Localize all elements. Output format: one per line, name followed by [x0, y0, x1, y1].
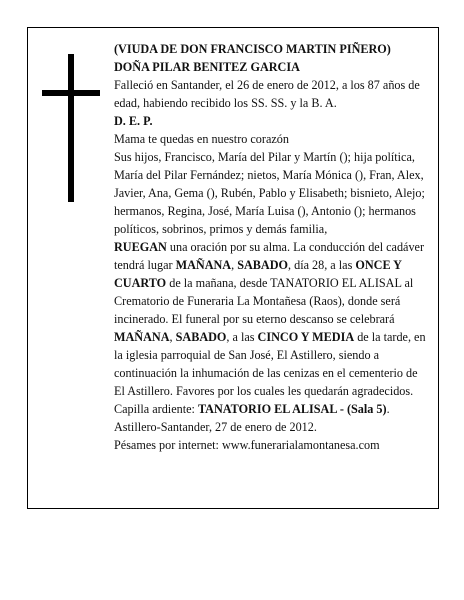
sabado-text: SABADO — [175, 330, 227, 344]
motto-line: Mama te quedas en nuestro corazón — [114, 132, 289, 146]
cross-icon — [42, 54, 104, 202]
ceremony-details: RUEGAN una oración por su alma. La conducción del cadáver tendrá lugar MAÑANA, SABADO, día 28, a las ONCE Y CUARTO de la mañana, desde TANATORIO EL ALISAL al Crematorio de Funeraria La Montañesa (Raos), donde será incinerado. El funeral por su eterno descanso se celebrará MAÑANA, SABADO, a las CINCO Y MEDIA de la tarde, en la iglesia parroquial de San José, El Astillero, siendo a continuación la inhumación de las cenizas en el cementerio de El Astillero. Favores por los cuales les quedarán agradecidos. Capilla ardiente: TANATORIO EL ALISAL - (Sala 5). — [114, 240, 426, 416]
cinco-y-media-text: CINCO Y MEDIA — [257, 330, 355, 344]
place-date: Astillero-Santander, 27 de enero de 2012. — [114, 420, 317, 434]
manana-text: MAÑANA — [114, 330, 170, 344]
sabado-text: SABADO — [237, 258, 288, 272]
ruegan-text: RUEGAN — [114, 240, 167, 254]
death-announcement: Falleció en Santander, el 26 de enero de 2012, a los 87 años de edad, habiendo recibido los SS. SS. y la B. A. — [114, 78, 420, 110]
tanatorio-text: TANATORIO EL ALISAL - (Sala 5) — [197, 402, 387, 416]
widow-line: (VIUDA DE DON FRANCISCO MARTIN PIÑERO) — [114, 42, 391, 56]
condolences-line: Pésames por internet: www.funerarialamontanesa.com — [114, 438, 380, 452]
manana-text: MAÑANA — [175, 258, 232, 272]
once-y-cuarto-text: ONCE Y CUARTO — [114, 258, 402, 290]
obituary-text — [114, 40, 428, 454]
family-list: Sus hijos, Francisco, María del Pilar y Martín (); hija política, María del Pilar Fernández; nietos, María Mónica (), Fran, Alex, Javier, Ana, Gema (), Rubén, Pablo y Elisabeth; bisnieto, Alejo; hermanos, Regina, José, María Luisa (), Antonio (); hermanos políticos, sobrinos, primos y demás familia, — [114, 150, 425, 236]
dep-line: D. E. P. — [114, 114, 153, 128]
deceased-name: DOÑA PILAR BENITEZ GARCIA — [114, 60, 300, 74]
obituary-notice — [27, 27, 439, 509]
